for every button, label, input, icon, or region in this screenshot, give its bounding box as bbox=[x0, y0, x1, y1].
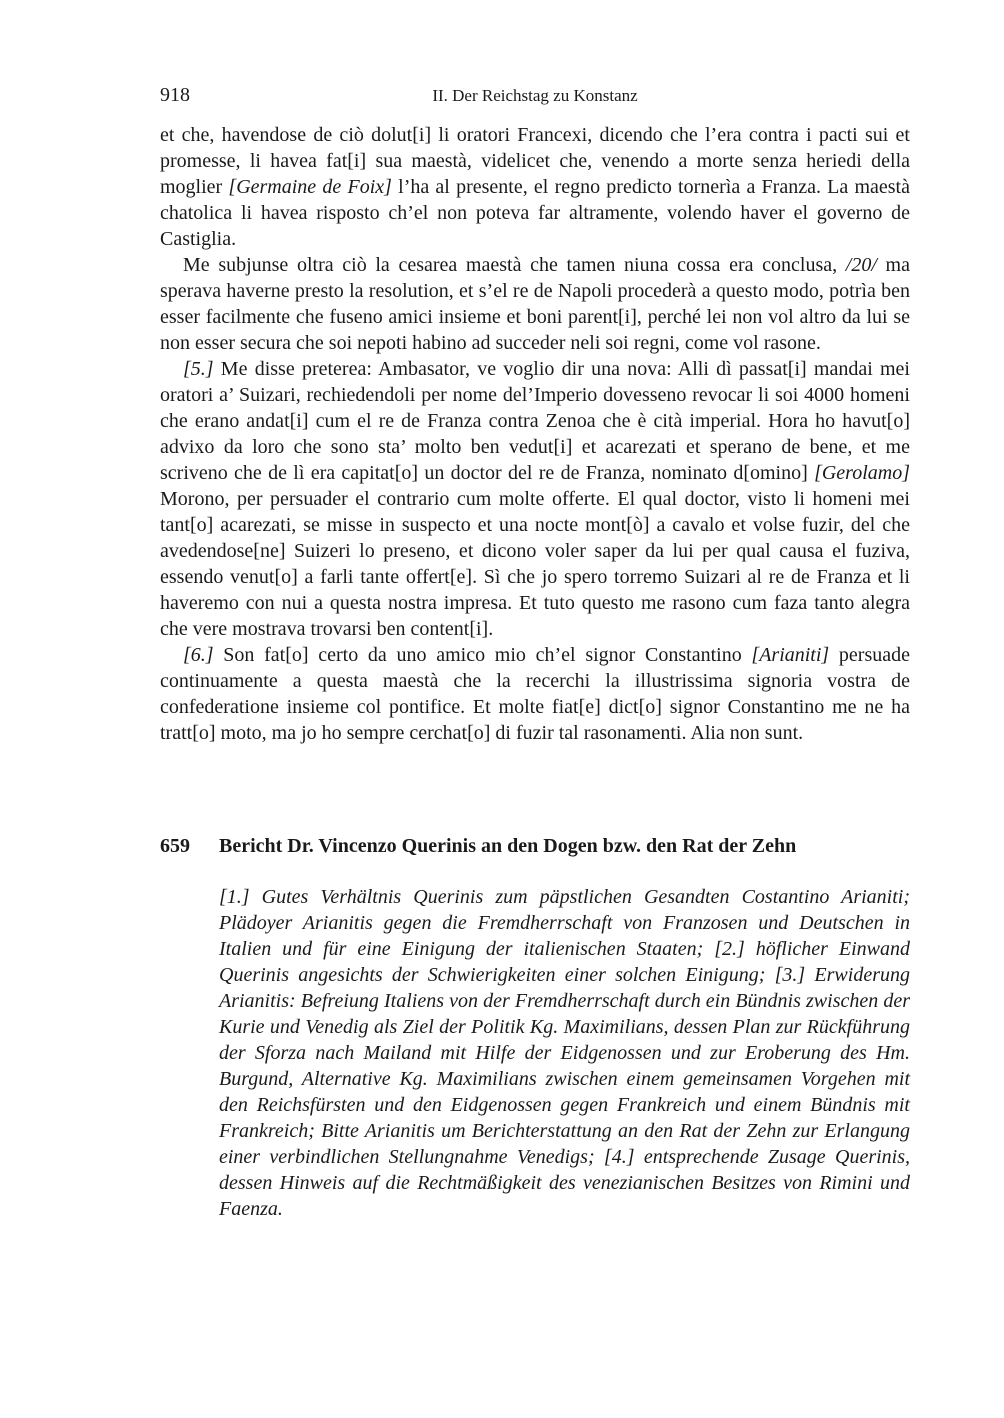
editorial-insertion: [Arianiti] bbox=[751, 644, 830, 666]
text-segment: Me subjunse oltra ciò la cesarea maestà che tamen niuna cossa era conclusa, bbox=[183, 254, 846, 276]
section-number: [5.] bbox=[183, 358, 214, 380]
document-title: Bericht Dr. Vincenzo Querinis an den Dogen bzw. den Rat der Zehn bbox=[219, 835, 797, 857]
main-text bbox=[160, 122, 910, 746]
paragraph bbox=[160, 122, 910, 252]
section-number: [6.] bbox=[183, 644, 214, 666]
document-heading bbox=[160, 833, 910, 859]
text-segment: l’ha al presente, el regno predicto tornerìa a Franza. La maestà chatolica li havea risposto ch’el non poteva far altramente, volendo haver el governo de Castiglia. bbox=[160, 176, 910, 250]
editorial-insertion: [Gerolamo] bbox=[814, 462, 910, 484]
text-segment: Son fat[o] certo da uno amico mio ch’el signor Constantino bbox=[213, 644, 752, 666]
text-segment: Morono, per persuader el contrario cum molte offerte. El qual doctor, visto li homeni mei tant[o] acarezati, se misse in suspecto et una nocte mont[ò] a cavalo et volse fuzir, del che avedendose[ne] Suizeri lo preseno, et dicono voler saper da lui per qual causa el fuziva, essendo venut[o] a farli tante offert[e]. Sì che jo spero torremo Suizari al re de Franza et li haveremo con nui a questa nostra impresa. Et tuto questo me rasono cum faza tanto alegra che vere mostrava trovarsi ben content[i]. bbox=[160, 488, 910, 640]
paragraph bbox=[160, 252, 910, 356]
text-segment: ma sperava haverne presto la resolution, et s’el re de Napoli procederà a questo modo, potrìa ben esser facilmente che fuseno amici insieme et boni parent[i], perché lei non vol altro da lui se non esser secura che soi nepoti habino ad succeder neli soi regni, come vol rasone. bbox=[160, 254, 910, 354]
document-summary: [1.] Gutes Verhältnis Querinis zum päpstlichen Gesandten Costantino Arianiti; Plädoyer Arianitis gegen die Fremdherrschaft von Franzosen und Deutschen in Italien und für eine Einigung der italienischen Staaten; [2.] höflicher Einwand Querinis angesichts der Schwierigkeiten einer solchen Einigung; [3.] Erwiderung Arianitis: Befreiung Italiens von der Fremdherrschaft durch ein Bündnis zwischen der Kurie und Venedig als Ziel der Politik Kg. Maximilians, dessen Plan zur Rückführung der Sforza nach Mailand mit Hilfe der Eidgenossen und zur Eroberung des Hm. Burgund, Alternative Kg. Maximilians zwischen einem gemeinsamen Vorgehen mit den Reichsfürsten und den Eidgenossen gegen Frankreich und einem Bündnis mit Frankreich; Bitte Arianitis um Berichterstattung an den Rat der Zehn zur Erlangung einer verbindlichen Stellungnahme Venedigs; [4.] entsprechende Zusage Querinis, dessen Hinweis auf die Rechtmäßigkeit des venezianischen Besitzes von Rimini und Faenza. bbox=[219, 886, 910, 1220]
paragraph bbox=[160, 356, 910, 642]
folio-marker: /20/ bbox=[845, 254, 877, 276]
document-number: 659 bbox=[160, 835, 190, 857]
text-segment: et che, havendose de ciò dolut[i] li oratori Francexi, dicendo che l’era contra i pacti sui et promesse, li havea fat[i] sua maestà, videlicet che, venendo a morte senza heriedi della moglier bbox=[160, 124, 910, 198]
running-title: II. Der Reichstag zu Konstanz bbox=[432, 86, 638, 105]
paragraph bbox=[160, 642, 910, 746]
page-number: 918 bbox=[160, 84, 190, 106]
text-segment: persuade continuamente a questa maestà che la recerchi la illustrissima signoria vostra de confederatione insieme col pontifice. Et molte fiat[e] dict[o] signor Constantino me ne ha tratt[o] moto, ma jo ho sempre cerchat[o] di fuzir tal rasonamenti. Alia non sunt. bbox=[160, 644, 910, 744]
editorial-insertion: [Germaine de Foix] bbox=[228, 176, 392, 198]
text-segment: Me disse preterea: Ambasator, ve voglio dir una nova: Alli dì passat[i] mandai mei oratori a’ Suizari, rechiedendoli per nome del’Imperio dovesseno revocar li soi 4000 homeni che erano andat[i] cum el re de Franza contra Zenoa che è cità imperial. Hora ho havut[o] advixo da loro che sono sta’ molto ben vedut[i] et acarezati et sperano de bene, et me scriveno che de lì era capitat[o] un doctor del re de Franza, nominato d[omino] bbox=[160, 358, 910, 484]
